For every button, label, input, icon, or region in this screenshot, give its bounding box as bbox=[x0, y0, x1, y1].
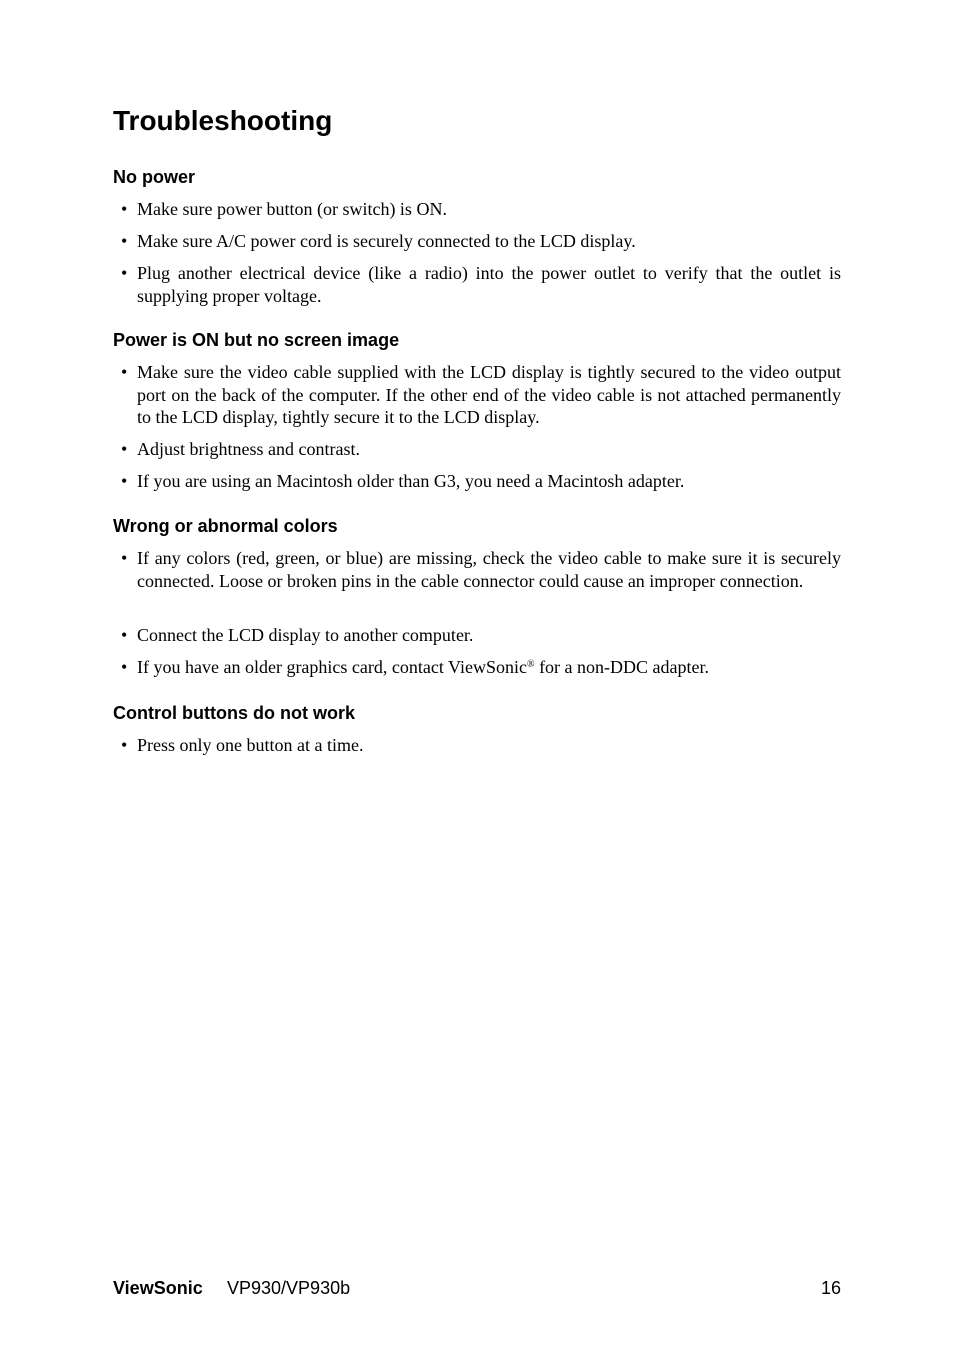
page-footer bbox=[113, 1276, 841, 1300]
list-item-text bbox=[137, 656, 841, 679]
bullet-icon: • bbox=[121, 439, 128, 459]
list-item-text: If you are using an Macintosh older than G3, you need a Macintosh adapter. bbox=[137, 471, 685, 491]
page-number: 16 bbox=[820, 1278, 841, 1298]
page-title: Troubleshooting bbox=[113, 105, 333, 136]
list-item bbox=[113, 198, 841, 221]
bullet-icon: • bbox=[121, 625, 128, 645]
list-item-text: Connect the LCD display to another computer. bbox=[137, 625, 474, 645]
list-item bbox=[113, 230, 841, 253]
section-heading-no-screen-image: Power is ON but no screen image bbox=[113, 330, 400, 350]
section-heading-abnormal-colors: Wrong or abnormal colors bbox=[113, 516, 338, 536]
bullet-icon: • bbox=[121, 362, 128, 382]
bullet-icon: • bbox=[121, 657, 128, 677]
list-item-text: Make sure the video cable supplied with the LCD display is tightly secured to the video output port on the back of the computer. If the other end of the video cable is not attached permanently to the LCD display, tightly secure it to the LCD display. bbox=[137, 362, 841, 427]
list-item-text: If any colors (red, green, or blue) are missing, check the video cable to make sure it is securely connected. Loose or broken pins in the cable connector could cause an improper connection. bbox=[137, 548, 841, 591]
section-heading-no-power: No power bbox=[113, 167, 196, 187]
bullet-icon: • bbox=[121, 471, 128, 491]
list-item bbox=[113, 624, 841, 647]
list-item bbox=[113, 656, 841, 679]
registered-trademark-mark: ® bbox=[526, 659, 535, 670]
list-item bbox=[113, 547, 841, 592]
list-item-text: Press only one button at a time. bbox=[137, 735, 364, 755]
bullet-icon: • bbox=[121, 231, 128, 251]
list-item-text-end: for a non-DDC adapter. bbox=[534, 657, 710, 677]
bullet-icon: • bbox=[121, 199, 128, 219]
list-item bbox=[113, 734, 841, 757]
list-item bbox=[113, 470, 841, 493]
list-item-text: Adjust brightness and contrast. bbox=[137, 439, 360, 459]
list-item-text: Make sure power button (or switch) is ON. bbox=[137, 199, 447, 219]
bullet-icon: • bbox=[121, 548, 128, 568]
list-item-text: Plug another electrical device (like a radio) into the power outlet to verify that the outlet is supplying proper voltage. bbox=[137, 263, 841, 306]
list-item-text: Make sure A/C power cord is securely connected to the LCD display. bbox=[137, 231, 636, 251]
bullet-icon: • bbox=[121, 735, 128, 755]
bullet-icon: • bbox=[121, 263, 128, 283]
footer-brand: ViewSonic bbox=[113, 1278, 203, 1298]
list-item-text-start: If you have an older graphics card, contact ViewSonic bbox=[137, 657, 527, 677]
footer-model: VP930/VP930b bbox=[227, 1278, 351, 1298]
list-item bbox=[113, 438, 841, 461]
list-item bbox=[113, 361, 841, 429]
list-item bbox=[113, 262, 841, 307]
section-heading-control-buttons: Control buttons do not work bbox=[113, 703, 355, 723]
